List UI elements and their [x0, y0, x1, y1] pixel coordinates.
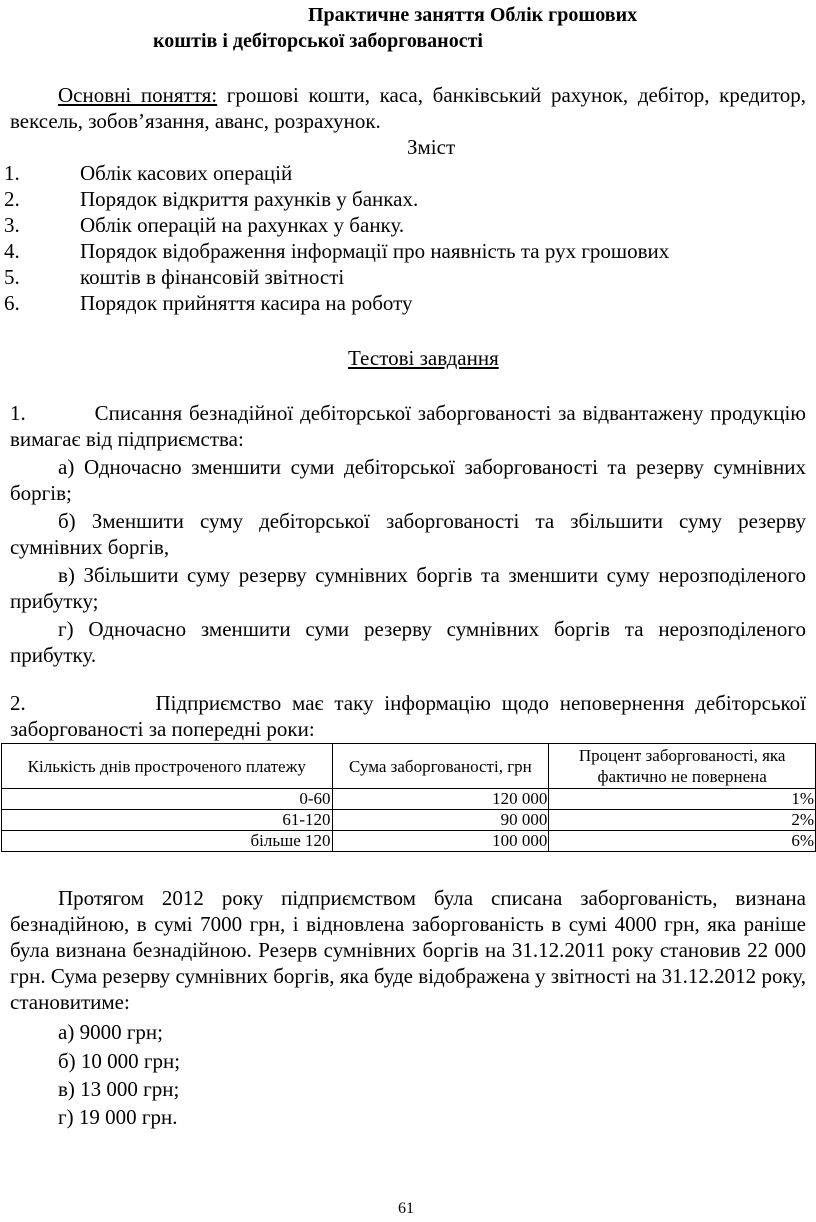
table-cell: 1%: [549, 789, 816, 810]
page-title-line-2: коштів і дебіторської заборгованості: [153, 30, 483, 52]
table-cell: 61-120: [2, 810, 333, 831]
question-2: 2. Підприємство має таку інформацію щодо неповернення дебіторської заборгованості за попередні роки:: [10, 691, 806, 741]
question-1-option-b: б) Зменшити суму дебіторської заборгованості та збільшити суму резерву сумнівних боргів,: [10, 509, 806, 559]
contents-item: 4. Порядок відображення інформації про наявність та рух грошових: [4, 239, 670, 263]
contents-item: 3. Облік операцій на рахунках у банку.: [4, 213, 405, 237]
question-2-answer-d: г) 19 000 грн.: [58, 1105, 178, 1129]
contents-item: 2. Порядок відкриття рахунків у банках.: [4, 187, 419, 211]
tests-heading: Тестові завдання: [348, 346, 499, 370]
page-number: 61: [398, 1200, 414, 1217]
table-row: [2, 831, 816, 852]
table-cell: більше 120: [2, 831, 333, 852]
key-concepts-paragraph: [10, 82, 806, 134]
table-header-cell: Процент заборгованості, яка фактично не повернена: [549, 744, 816, 789]
contents-item: 5. коштів в фінансовій звітності: [4, 265, 345, 289]
contents-heading: Зміст: [407, 135, 456, 159]
contents-item: 1. Облік касових операцій: [4, 161, 293, 185]
table-cell: 6%: [549, 831, 816, 852]
question-2-answer-b: б) 10 000 грн;: [58, 1049, 181, 1073]
question-2-body: Протягом 2012 року підприємством була списана заборгованість, визнана безнадійною, в сумі 7000 грн, і відновлена заборгованість в сумі 4000 грн, яка раніше була визнана безнадійною. Резерв сумнівних боргів на 31.12.2011 року становив 22 000 грн. Сума резерву сумнівних боргів, яка буде відображена у звітності на 31.12.2012 року, становитиме:: [10, 886, 806, 1014]
question-2-answer-a: а) 9000 грн;: [58, 1020, 163, 1044]
question-1: 1. Списання безнадійної дебіторської заборгованості за відвантажену продукцію вимагає від підприємства:: [10, 401, 806, 451]
table-cell: 0-60: [2, 789, 333, 810]
question-1-option-a: а) Одночасно зменшити суми дебіторської заборгованості та резерву сумнівних боргів;: [10, 455, 806, 505]
question-2-answer-c: в) 13 000 грн;: [58, 1077, 180, 1101]
table-header-cell: Сума заборгованості, грн: [332, 744, 549, 789]
key-concepts-label: Основні поняття:: [58, 83, 218, 107]
table-row: [2, 810, 816, 831]
page-title-line-1: Практичне заняття Облік грошових: [308, 4, 638, 26]
question-1-option-c: в) Збільшити суму резерву сумнівних боргів та зменшити суму нерозподіленого прибутку;: [10, 563, 806, 613]
table-header-cell: Кількість днів простроченого платежу: [2, 744, 333, 789]
table-row: [2, 789, 816, 810]
table-cell: 90 000: [332, 810, 549, 831]
table-cell: 2%: [549, 810, 816, 831]
contents-item: 6. Порядок прийняття касира на роботу: [4, 291, 413, 315]
question-1-option-d: г) Одночасно зменшити суми резерву сумнівних боргів та нерозподіленого прибутку.: [10, 617, 806, 667]
debt-table: [1, 743, 816, 852]
table-header-row: [2, 744, 816, 789]
key-concepts-text: грошові кошти, каса, банківський рахунок, дебітор, кредитор, вексель, зобов’язання, аванс, розрахунок.: [10, 83, 806, 133]
table-cell: 100 000: [332, 831, 549, 852]
table-cell: 120 000: [332, 789, 549, 810]
